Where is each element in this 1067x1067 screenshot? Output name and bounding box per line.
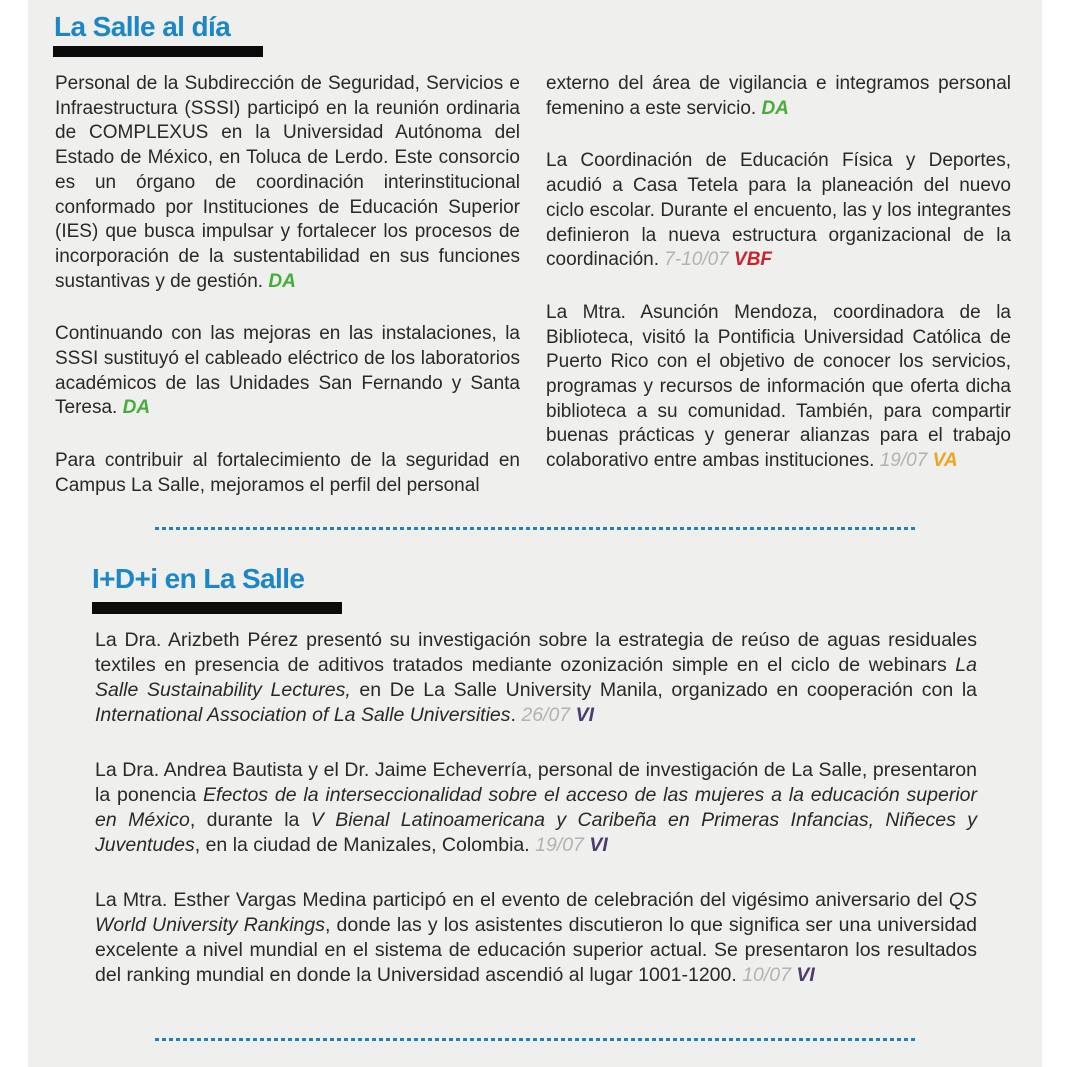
section-separator-dashed-line: [155, 527, 918, 530]
author-initials: VI: [589, 834, 608, 856]
text-column-left: [55, 72, 520, 527]
text-run: , en la ciudad de Manizales, Colombia.: [194, 834, 536, 856]
italic-text-run: Efectos de la interseccionalidad sobre el acceso de las mujeres a la educación superior en México: [95, 784, 977, 831]
paragraph: [55, 449, 520, 498]
text-run: Personal de la Subdirección de Seguridad, Servicios e Infraestructura (SSSI) participó en la reunión ordinaria de COMPLEXUS en la Universidad Autónoma del Estado de México, en Toluca de Lerdo. Este consorcio es un órgano de coordinación interinstitucional conformado por Instituciones de Educación Superior (IES) que busca impulsar y fortalecer los procesos de incorporación de la sustentabilidad en sus funciones sustantivas y de gestión.: [55, 73, 520, 292]
section-separator-dashed-line: [155, 1038, 918, 1041]
text-run: , durante la: [189, 809, 311, 831]
date-stamp: 10/07: [742, 964, 797, 986]
text-run: externo del área de vigilancia e integramos personal femenino a este servicio.: [546, 73, 1011, 119]
paragraph: [546, 301, 1011, 474]
title-underline-bar: [92, 602, 342, 614]
author-initials: VA: [932, 450, 958, 472]
paragraph: [55, 72, 520, 294]
author-initials: VBF: [734, 249, 773, 271]
italic-text-run: La Salle Sustainability Lectures,: [95, 654, 977, 701]
paragraph: [55, 322, 520, 421]
paragraph: [95, 758, 977, 858]
newsletter-page: [28, 0, 1042, 1067]
text-run: La Dra. Arizbeth Pérez presentó su investigación sobre la estrategia de reúso de aguas residuales textiles en presencia de aditivos tratados mediante ozonización simple en el ciclo de webinars: [95, 629, 977, 676]
text-run: La Mtra. Esther Vargas Medina participó en el evento de celebración del vigésimo aniversario del: [95, 889, 949, 911]
author-initials: DA: [268, 270, 296, 292]
italic-text-run: V Bienal Latinoamericana y Caribeña en Primeras Infancias, Niñeces y Juventudes: [95, 809, 978, 856]
date-stamp: 19/07: [535, 834, 590, 856]
section-title-la-salle-al-dia: La Salle al día: [54, 11, 231, 42]
text-run: La Mtra. Asunción Mendoza, coordinadora de la Biblioteca, visitó la Pontificia Universidad Católica de Puerto Rico con el objetivo de conocer los servicios, programas y recursos de información que oferta dicha biblioteca a su comunidad. También, para compartir buenas prácticas y generar alianzas para el trabajo colaborativo entre ambas instituciones.: [546, 301, 1011, 472]
section-body-idi-en-la-salle: [95, 628, 977, 1018]
text-run: en De La Salle University Manila, organizado en cooperación con la: [350, 679, 977, 701]
text-column-right: [546, 72, 1011, 527]
text-run: Para contribuir al fortalecimiento de la seguridad en Campus La Salle, mejoramos el perfil del personal: [55, 450, 520, 496]
paragraph: [95, 888, 977, 988]
paragraph: [546, 149, 1011, 273]
italic-text-run: QS World University Rankings: [95, 889, 977, 936]
author-initials: DA: [761, 97, 789, 119]
author-initials: VI: [575, 704, 594, 726]
section-body-la-salle-al-dia: [55, 72, 1011, 527]
date-stamp: 7-10/07: [664, 249, 735, 271]
paragraph: [95, 628, 977, 728]
text-run: La Coordinación de Educación Física y Deportes, acudió a Casa Tetela para la planeación del nuevo ciclo escolar. Durante el encuento, las y los integrantes definieron la nueva estructura organizacional de la coordinación.: [546, 150, 1011, 271]
author-initials: DA: [122, 397, 151, 419]
text-run: La Dra. Andrea Bautista y el Dr. Jaime Echeverría, personal de investigación de La Salle, presentaron la ponencia: [95, 759, 977, 806]
text-run: .: [510, 704, 522, 726]
title-underline-bar: [53, 46, 263, 57]
text-run: Continuando con las mejoras en las instalaciones, la SSSI sustituyó el cableado eléctrico de los laboratorios académicos de las Unidades San Fernando y Santa Teresa.: [55, 323, 520, 419]
date-stamp: 19/07: [879, 450, 933, 472]
paragraph: [546, 72, 1011, 121]
author-initials: VI: [796, 964, 815, 986]
text-run: , donde las y los asistentes discutieron lo que significa ser una universidad excelente a nivel mundial en el sistema de educación superior actual. Se presentaron los resultados del ranking mundial en donde la Universidad ascendió al lugar 1001-1200.: [95, 914, 978, 986]
date-stamp: 26/07: [521, 704, 576, 726]
section-title-idi-en-la-salle: I+D+i en La Salle: [92, 563, 305, 594]
italic-text-run: International Association of La Salle Universities: [95, 704, 511, 726]
